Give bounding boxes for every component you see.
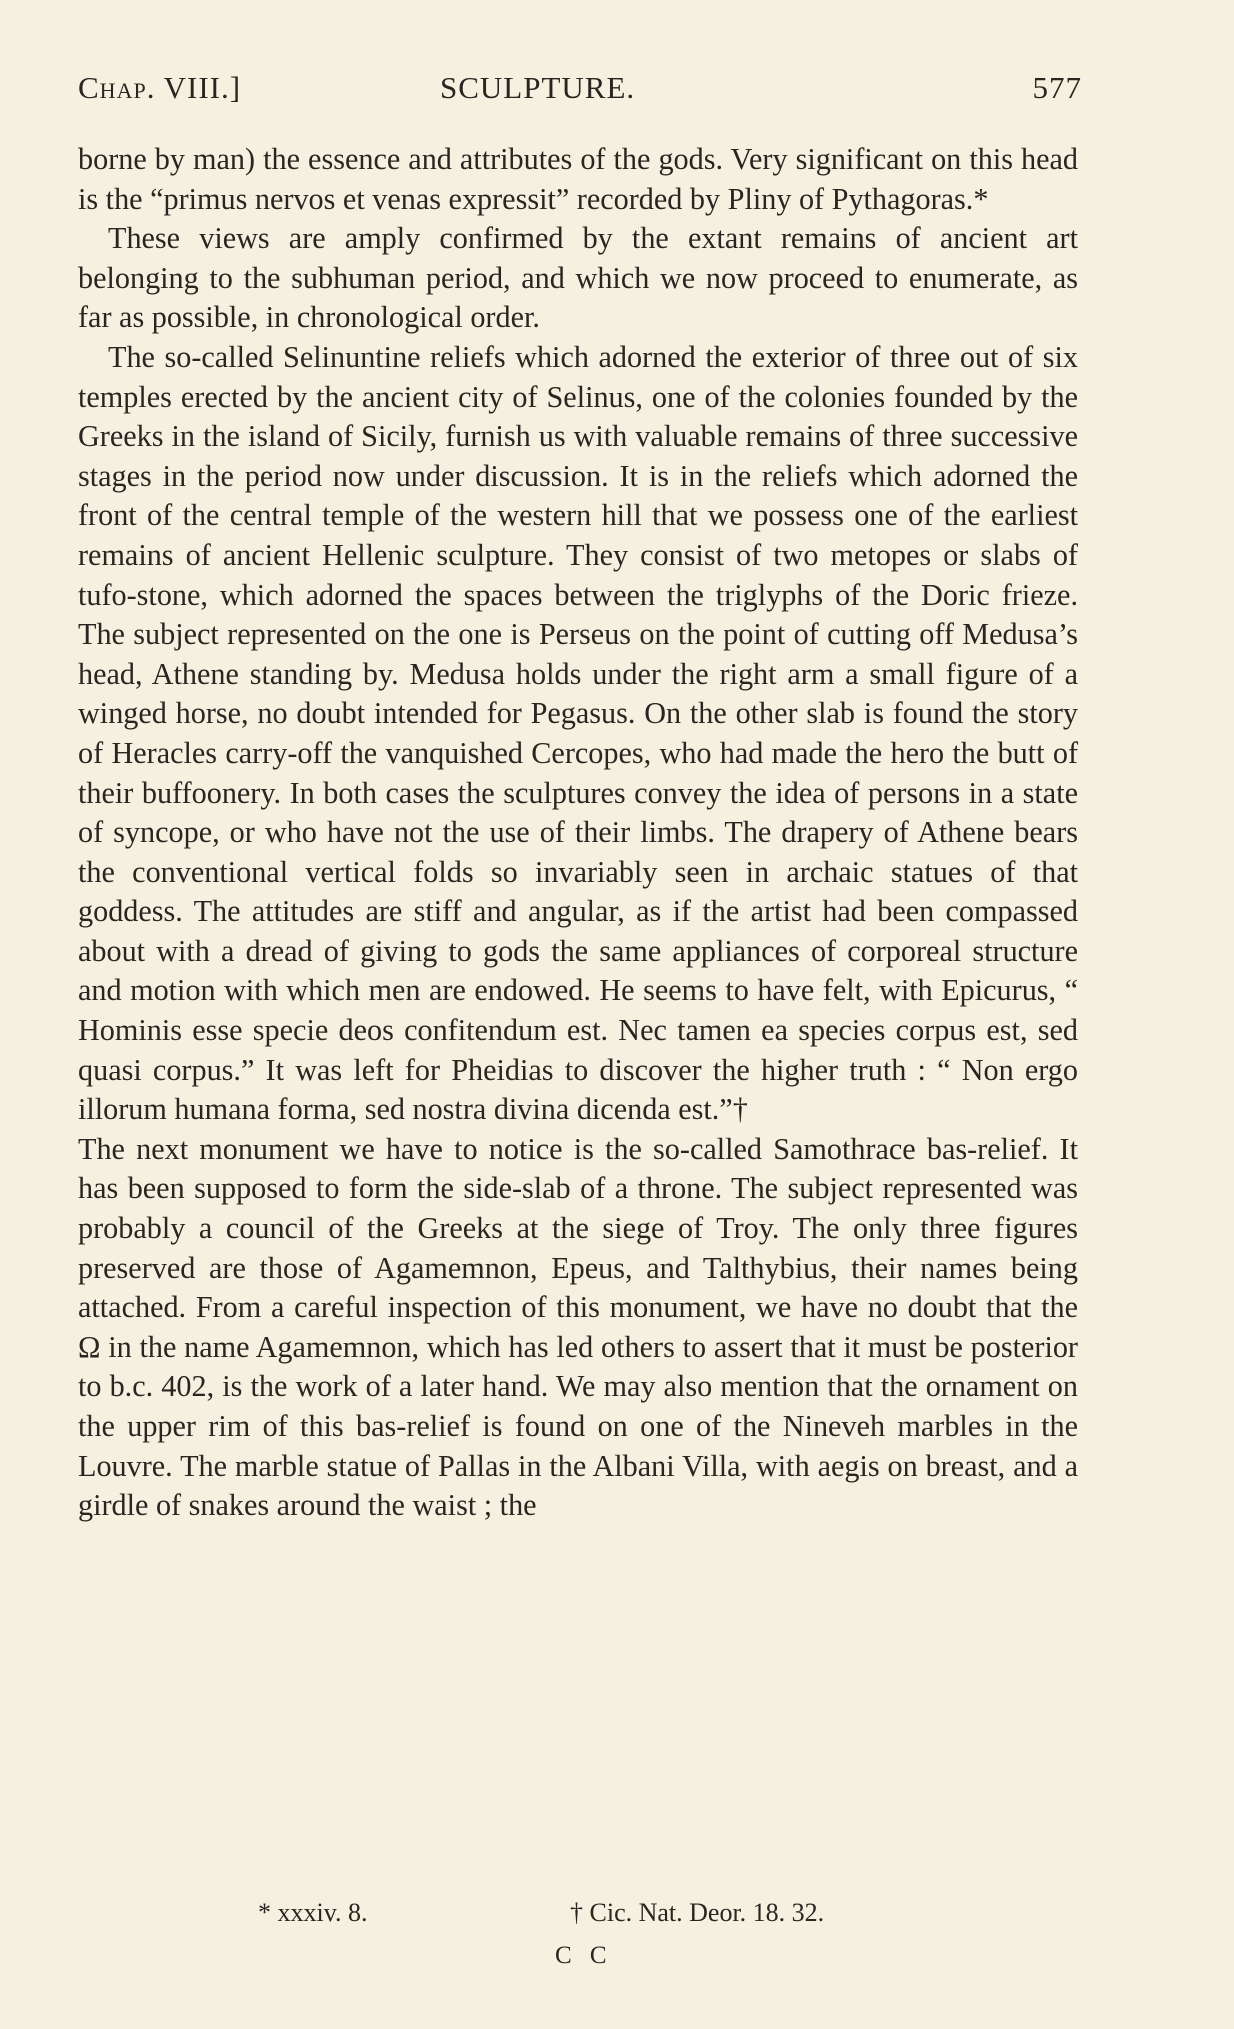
chapter-label: Chap. VIII.] (78, 70, 242, 105)
footnote-cicero: † Cic. Nat. Deor. 18. 32. (570, 1898, 825, 1927)
paragraph: These views are amply confirmed by the extant remains of ancient art belonging to the subhuman period, and which we now proceed to enumerate, as far as possible, in chronological order. (78, 221, 1078, 335)
footnote-pliny: * xxxiv. 8. (258, 1898, 368, 1927)
body-text (78, 140, 1078, 1526)
running-header (78, 70, 1082, 110)
running-title: SCULPTURE. (440, 70, 636, 105)
page-number: 577 (1032, 70, 1082, 105)
paragraph: The next monument we have to notice is the so-called Samothrace bas-relief. It has been supposed to form the side-slab of a throne. The subject represented was probably a council of the Greeks at the siege of Troy. The only three figures preserved are those of Agamemnon, Epeus, and Talthybius, their names being attached. From a careful inspection of this monument, we have no doubt that the Ω in the name Agamemnon, which has led others to assert that it must be posterior to b.c. 402, is the work of a later hand. We may also mention that the ornament on the upper rim of this bas-relief is found on one of the Nineveh marbles in the Louvre. The marble statue of Pallas in the Albani Villa, with aegis on breast, and a girdle of snakes around the waist ; the (78, 1131, 1078, 1523)
footnotes (0, 1898, 1234, 1938)
paragraph: The so-called Selinuntine reliefs which adorned the exterior of three out of six temples erected by the ancient city of Selinus, one of the colonies founded by the Greeks in the island of Sicily, furnish us with valuable remains of three successive stages in the period now under discussion. It is in the reliefs which adorned the front of the central temple of the western hill that we possess one of the earliest remains of ancient Hellenic sculpture. They consist of two metopes or slabs of tufo-stone, which adorned the spaces between the triglyphs of the Doric frieze. The subject represented on the one is Perseus on the point of cutting off Medusa’s head, Athene standing by. Medusa holds under the right arm a small figure of a winged horse, no doubt intended for Pegasus. On the other slab is found the story of Heracles carry-off the vanquished Cercopes, who had made the hero the butt of their buffoonery. In both cases the sculptures convey the idea of persons in a state of syncope, or who have not the use of their limbs. The drapery of Athene bears the conventional vertical folds so invariably seen in archaic statues of that goddess. The attitudes are stiff and angular, as if the artist had been compassed about with a dread of giving to gods the same appliances of corporeal structure and motion with which men are endowed. He seems to have felt, with Epicurus, “ Hominis esse specie deos confitendum est. Nec tamen ea species corpus est, sed quasi corpus.” It was left for Pheidias to discover the higher truth : “ Non ergo illorum humana forma, sed nostra divina dicenda est.”† (78, 339, 1078, 1127)
signature-mark: C C (555, 1942, 613, 1969)
paragraph-continuation: borne by man) the essence and attributes of the gods. Very significant on this head is the “primus nervos et venas expressit” recorded by Pliny of Pythagoras.* (78, 142, 1078, 216)
